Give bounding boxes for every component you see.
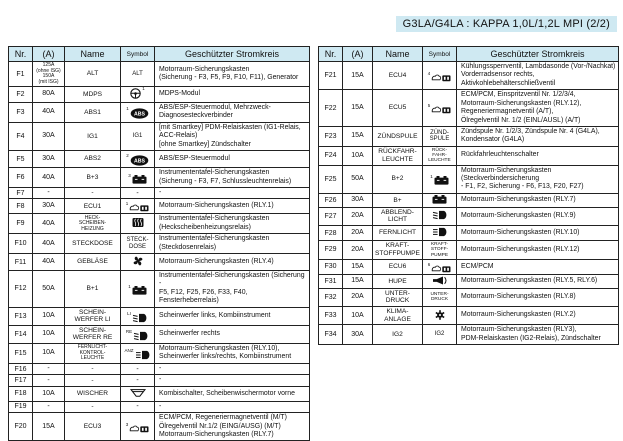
horn-icon xyxy=(432,276,448,285)
amp-rating: 30A xyxy=(33,122,65,150)
protected-circuit: ABS/ESP-Steuermodul, Mehrzweck- Diagnosesteckverbinder xyxy=(155,103,310,123)
battery-icon xyxy=(434,176,449,185)
fuse-row-f6 xyxy=(9,168,310,188)
svg-text:ABS: ABS xyxy=(133,158,145,165)
fuse-row-f3 xyxy=(9,103,310,123)
amp-rating: 20A xyxy=(343,288,373,306)
fuse-symbol xyxy=(121,325,155,343)
protected-circuit: - xyxy=(155,363,310,374)
footnote-marker: 5 xyxy=(427,103,431,109)
fuse-name: WISCHER xyxy=(65,386,121,401)
fuse-number: F14 xyxy=(9,325,33,343)
fuse-row-f23 xyxy=(319,126,619,146)
fuse-number: F18 xyxy=(9,386,33,401)
fuse-row-f21 xyxy=(319,62,619,90)
ecu-icon xyxy=(431,264,451,273)
battery-icon xyxy=(132,286,147,295)
protected-circuit: ECM/PCM, Regeneriermagnetventil (M/T) Ölregelventil Nr.1/2 (EING/AUSG) (M/T) Motorraum-Sicherungskasten (RLY.7) xyxy=(155,413,310,441)
fuse-row-f13 xyxy=(9,307,310,325)
fuse-row-f1 xyxy=(9,62,310,87)
fuse-name: RÜCKFAHR- LEUCHTE xyxy=(373,146,423,165)
fuse-symbol xyxy=(121,271,155,308)
fuse-number: F9 xyxy=(9,214,33,234)
battery-icon xyxy=(132,175,147,184)
footnote-marker: LI xyxy=(127,310,131,316)
fuse-symbol: STECK- DOSE xyxy=(121,234,155,254)
amp-rating: 50A xyxy=(33,271,65,308)
fuse-number: F13 xyxy=(9,307,33,325)
protected-circuit: Kombischalter, Scheibenwischermotor vorne xyxy=(155,386,310,401)
protected-circuit: Instrumententafel-Sicherungskasten (Heckscheibenheizungsrelais) xyxy=(155,214,310,234)
ecu-icon xyxy=(431,105,451,114)
page-title: G3LA/G4LA : KAPPA 1,0L/1,2L MPI (2/2) xyxy=(396,16,617,32)
fuse-number: F4 xyxy=(9,122,33,150)
amp-rating: 15A xyxy=(343,126,373,146)
amp-rating: 30A xyxy=(343,193,373,207)
fuse-symbol xyxy=(121,151,155,168)
protected-circuit: Rückfahrleuchtenschalter xyxy=(457,146,619,165)
headlight-low-beam-icon xyxy=(133,331,149,341)
footnote-marker: 3 xyxy=(128,172,131,178)
fuse-name: - xyxy=(65,187,121,198)
amp-rating: 80A xyxy=(33,87,65,103)
footnote-marker: ANZ xyxy=(124,347,134,353)
fuse-name: GEBLÄSE xyxy=(65,254,121,271)
protected-circuit: Scheinwerfer links, Kombiinstrument xyxy=(155,307,310,325)
fuse-row-f14 xyxy=(9,325,310,343)
fuse-number: F11 xyxy=(9,254,33,271)
fuse-row-f15 xyxy=(9,344,310,364)
column-header-nr: Nr. xyxy=(9,47,33,62)
fuse-table-right xyxy=(318,46,618,345)
fuse-row-f33 xyxy=(319,306,619,324)
fuse-symbol xyxy=(121,199,155,214)
fuse-symbol xyxy=(423,226,457,241)
fuse-number: F8 xyxy=(9,199,33,214)
fuse-symbol: - xyxy=(121,363,155,374)
fuse-symbol: - xyxy=(121,187,155,198)
protected-circuit: Motorraum-Sicherungskasten (RLY.10) xyxy=(457,226,619,241)
protected-circuit: Zündspule Nr. 1/2/3, Zündspule Nr. 4 (G4LA), Kondensator (G4LA) xyxy=(457,126,619,146)
fuse-number: F22 xyxy=(319,90,343,127)
fuse-number: F30 xyxy=(319,259,343,274)
amp-rating: 20A xyxy=(343,207,373,225)
fuse-number: F28 xyxy=(319,226,343,241)
fuse-number: F17 xyxy=(9,375,33,386)
fuse-symbol xyxy=(121,254,155,271)
fuse-symbol xyxy=(423,207,457,225)
amp-rating: 15A xyxy=(343,62,373,90)
fuse-symbol xyxy=(121,386,155,401)
fuse-symbol: UNTER- DRUCK xyxy=(423,288,457,306)
protected-circuit: Instrumententafel-Sicherungskasten (Sicherung - F3, F7, Schlussleuchtenrelais) xyxy=(155,168,310,188)
fuse-row-f22 xyxy=(319,90,619,127)
protected-circuit: Motorraum-Sicherungskasten (Sicherung - F3, F5, F9, F10, F11), Generator xyxy=(155,62,310,87)
footnote-marker: 1 xyxy=(125,201,129,207)
amp-rating: 15A xyxy=(33,413,65,441)
footnote-marker: 2 xyxy=(126,153,129,159)
amp-rating: - xyxy=(33,187,65,198)
fuse-name: KRAFT- STOFFPUMPE xyxy=(373,241,423,260)
fuse-name: ABS2 xyxy=(65,151,121,168)
ecu-icon xyxy=(431,73,451,82)
column-header-a: (A) xyxy=(33,47,65,62)
fuse-number: F19 xyxy=(9,401,33,412)
fuse-name: - xyxy=(65,401,121,412)
fuse-name: B+3 xyxy=(65,168,121,188)
fuse-name: HECK- SCHEIBEN- HEIZUNG xyxy=(65,214,121,234)
amp-rating: 30A xyxy=(33,151,65,168)
fuse-row-f31 xyxy=(319,274,619,288)
protected-circuit: Instrumententafel-Sicherungskasten (Steckdosenrelais) xyxy=(155,234,310,254)
protected-circuit: - xyxy=(155,401,310,412)
fuse-row-f19 xyxy=(9,401,310,412)
fuse-name: - xyxy=(65,375,121,386)
fuse-number: F24 xyxy=(319,146,343,165)
fuse-row-f30 xyxy=(319,259,619,274)
fuse-name: ZÜNDSPULE xyxy=(373,126,423,146)
fuse-symbol xyxy=(423,259,457,274)
amp-rating: 10A xyxy=(343,146,373,165)
fuse-name: FERNLICHT xyxy=(373,226,423,241)
fuse-symbol: RÜCK- FAHR- LEUCHTE xyxy=(423,146,457,165)
protected-circuit: - xyxy=(155,375,310,386)
amp-rating: 30A xyxy=(343,325,373,345)
fuse-number: F27 xyxy=(319,207,343,225)
fuse-number: F1 xyxy=(9,62,33,87)
fuse-row-f34 xyxy=(319,325,619,345)
fuse-name: ECU3 xyxy=(65,413,121,441)
abs-icon xyxy=(130,155,149,166)
fuse-row-f29 xyxy=(319,241,619,260)
fuse-name: B+ xyxy=(373,193,423,207)
fuse-name: IG2 xyxy=(373,325,423,345)
fuse-name: B+2 xyxy=(373,165,423,193)
fuse-symbol xyxy=(423,306,457,324)
fuse-row-f20 xyxy=(9,413,310,441)
fuse-symbol xyxy=(423,274,457,288)
fuse-name: ECU5 xyxy=(373,90,423,127)
fan-icon xyxy=(132,255,144,267)
fuse-name: KLIMA- ANLAGE xyxy=(373,306,423,324)
column-header-symbol: Symbol xyxy=(121,47,155,62)
amp-rating: 10A xyxy=(33,307,65,325)
footnote-marker: 1 xyxy=(128,283,131,289)
fuse-name: ABBLEND- LICHT xyxy=(373,207,423,225)
protected-circuit: Motorraum-Sicherungskasten (RLY.2) xyxy=(457,306,619,324)
amp-rating: 30A xyxy=(33,199,65,214)
fuse-symbol: IG2 xyxy=(423,325,457,345)
amp-rating: 20A xyxy=(343,226,373,241)
fuse-row-f8 xyxy=(9,199,310,214)
fuse-table-left xyxy=(8,46,309,441)
amp-rating: 15A xyxy=(343,274,373,288)
fuse-name: ECU6 xyxy=(373,259,423,274)
protected-circuit: Motorraum-Sicherungskasten (RLY.8) xyxy=(457,288,619,306)
fuse-name: B+1 xyxy=(65,271,121,308)
fuse-name: SCHEIN- WERFER LI xyxy=(65,307,121,325)
column-header-geschtzterstromkreis: Geschützter Stromkreis xyxy=(457,47,619,62)
svg-text:ABS: ABS xyxy=(133,111,145,118)
protected-circuit: Scheinwerfer rechts xyxy=(155,325,310,343)
fuse-name: SCHEIN- WERFER RE xyxy=(65,325,121,343)
fuse-number: F26 xyxy=(319,193,343,207)
fuse-row-f5 xyxy=(9,151,310,168)
fuse-symbol xyxy=(121,87,155,103)
amp-rating: - xyxy=(33,363,65,374)
fuse-number: F31 xyxy=(319,274,343,288)
fuse-number: F21 xyxy=(319,62,343,90)
protected-circuit: Motorraum-Sicherungskasten (RLY.12) xyxy=(457,241,619,260)
headlight-low-beam-icon xyxy=(132,313,148,323)
fuse-number: F20 xyxy=(9,413,33,441)
amp-rating: - xyxy=(33,375,65,386)
fuse-row-f9 xyxy=(9,214,310,234)
fuse-symbol: - xyxy=(121,401,155,412)
fuse-number: F32 xyxy=(319,288,343,306)
protected-circuit: Instrumententafel-Sicherungskasten (Sicherung - F5, F12, F25, F26, F33, F40, Fensterheberrelais) xyxy=(155,271,310,308)
fuse-number: F6 xyxy=(9,168,33,188)
headlight-high-beam-icon xyxy=(432,227,448,237)
fuse-number: F2 xyxy=(9,87,33,103)
footnote-marker: 3 xyxy=(125,421,129,427)
abs-icon xyxy=(130,108,149,119)
fuse-number: F10 xyxy=(9,234,33,254)
footnote-marker: 4 xyxy=(427,70,431,76)
protected-circuit: - xyxy=(155,187,310,198)
amp-rating: 40A xyxy=(33,214,65,234)
fuse-number: F29 xyxy=(319,241,343,260)
fuse-row-f24 xyxy=(319,146,619,165)
protected-circuit: ABS/ESP-Steuermodul xyxy=(155,151,310,168)
fuse-name: MDPS xyxy=(65,87,121,103)
ac-compressor-icon xyxy=(435,310,445,320)
fuse-symbol xyxy=(121,344,155,364)
fuse-symbol xyxy=(121,307,155,325)
footnote-marker: 6 xyxy=(427,261,431,267)
fuse-symbol: ZÜND- SPULE xyxy=(423,126,457,146)
fuse-symbol xyxy=(121,168,155,188)
fuse-row-f2 xyxy=(9,87,310,103)
protected-circuit: Motorraum-Sicherungskasten (RLY3), PDM-Relaiskasten (IG2-Relais), Zündschalter xyxy=(457,325,619,345)
fuse-symbol: IG1 xyxy=(121,122,155,150)
amp-rating: 10A xyxy=(33,344,65,364)
ecu-icon xyxy=(129,203,149,212)
fuse-symbol xyxy=(423,193,457,207)
fuse-symbol: ALT xyxy=(121,62,155,87)
fuse-name: IG1 xyxy=(65,122,121,150)
fuse-row-f32 xyxy=(319,288,619,306)
fuse-name: FERNLICHT- KONTROL- LEUCHTE xyxy=(65,344,121,364)
amp-rating: 40A xyxy=(33,168,65,188)
amp-rating: 10A xyxy=(33,386,65,401)
fuse-name: STECKDOSE xyxy=(65,234,121,254)
footnote-marker: RE xyxy=(125,328,133,334)
fuse-number: F16 xyxy=(9,363,33,374)
fuse-symbol xyxy=(423,165,457,193)
fuse-symbol xyxy=(121,413,155,441)
headlight-low-beam-icon xyxy=(432,210,448,220)
amp-rating: 20A xyxy=(343,241,373,260)
fuse-symbol xyxy=(423,62,457,90)
fuse-symbol: KRAFT- STOFF- PUMPE xyxy=(423,241,457,260)
footnote-marker: 1 xyxy=(430,174,433,180)
amp-rating: 40A xyxy=(33,234,65,254)
fuse-name: ECU4 xyxy=(373,62,423,90)
fuse-number: F34 xyxy=(319,325,343,345)
protected-circuit: Motorraum-Sicherungskasten (RLY.1) xyxy=(155,199,310,214)
fuse-row-f7 xyxy=(9,187,310,198)
amp-rating: 40A xyxy=(33,103,65,123)
fuse-row-f25 xyxy=(319,165,619,193)
wiper-icon xyxy=(130,388,146,398)
fuse-symbol: - xyxy=(121,375,155,386)
steering-wheel-icon xyxy=(130,88,141,99)
fuse-number: F7 xyxy=(9,187,33,198)
amp-rating: 10A xyxy=(33,325,65,343)
fuse-number: F15 xyxy=(9,344,33,364)
footnote-marker: 1 xyxy=(126,106,129,112)
protected-circuit: Kühlungssperrventil, Lambdasonde (Vor-/Nachkat) Vorderradsensor rechts, Aktivkohlebehälterschließventil xyxy=(457,62,619,90)
protected-circuit: Motorraum-Sicherungskasten (RLY.10), Scheinwerfer links/rechts, Kombiinstrument xyxy=(155,344,310,364)
fuse-row-f17 xyxy=(9,375,310,386)
protected-circuit: [mit Smartkey] PDM-Relaiskasten (IG1-Relais, ACC-Relais) [ohne Smartkey] Zündschalter xyxy=(155,122,310,150)
protected-circuit: Motorraum-Sicherungskasten (RLY.7) xyxy=(457,193,619,207)
amp-rating: 50A xyxy=(343,165,373,193)
column-header-name: Name xyxy=(373,47,423,62)
fuse-number: F33 xyxy=(319,306,343,324)
headlight-high-beam-icon xyxy=(135,350,151,360)
column-header-nr: Nr. xyxy=(319,47,343,62)
fuse-name: HUPE xyxy=(373,274,423,288)
amp-rating: - xyxy=(33,401,65,412)
ecu-icon xyxy=(129,424,149,433)
fuse-name: ALT xyxy=(65,62,121,87)
protected-circuit: ECM/PCM xyxy=(457,259,619,274)
fuse-symbol xyxy=(423,90,457,127)
fuse-row-f10 xyxy=(9,234,310,254)
fuse-symbol xyxy=(121,214,155,234)
protected-circuit: MDPS-Modul xyxy=(155,87,310,103)
amp-rating: 125A (ohne ISG) 150A (mit ISG) xyxy=(33,62,65,87)
protected-circuit: Motorraum-Sicherungskasten (Steckverbindersicherung - F1, F2, Sicherung - F6, F13, F20, F27) xyxy=(457,165,619,193)
fuse-name: ABS1 xyxy=(65,103,121,123)
fuse-number: F23 xyxy=(319,126,343,146)
fuse-row-f12 xyxy=(9,271,310,308)
amp-rating: 40A xyxy=(33,254,65,271)
protected-circuit: Motorraum-Sicherungskasten (RLY.9) xyxy=(457,207,619,225)
fuse-number: F3 xyxy=(9,103,33,123)
rear-defroster-icon xyxy=(132,217,144,228)
fuse-row-f4 xyxy=(9,122,310,150)
footnote-marker: 1 xyxy=(142,86,145,91)
column-header-name: Name xyxy=(65,47,121,62)
fuse-row-f11 xyxy=(9,254,310,271)
protected-circuit: ECM/PCM, Einspritzventil Nr. 1/2/3/4, Motorraum-Sicherungskasten (RLY.12), Regeneriermagnetventil (A/T), Ölregelventil Nr. 1/2 (EINL/AUSL) (A/T) xyxy=(457,90,619,127)
fuse-row-f16 xyxy=(9,363,310,374)
column-header-symbol: Symbol xyxy=(423,47,457,62)
amp-rating: 10A xyxy=(343,306,373,324)
protected-circuit: Motorraum-Sicherungskasten (RLY.5, RLY.6) xyxy=(457,274,619,288)
protected-circuit: Motorraum-Sicherungskasten (RLY.4) xyxy=(155,254,310,271)
fuse-name: - xyxy=(65,363,121,374)
column-header-geschtzterstromkreis: Geschützter Stromkreis xyxy=(155,47,310,62)
amp-rating: 15A xyxy=(343,90,373,127)
fuse-number: F5 xyxy=(9,151,33,168)
fuse-row-f28 xyxy=(319,226,619,241)
fuse-row-f27 xyxy=(319,207,619,225)
column-header-a: (A) xyxy=(343,47,373,62)
fuse-symbol xyxy=(121,103,155,123)
fuse-number: F12 xyxy=(9,271,33,308)
fuse-row-f26 xyxy=(319,193,619,207)
fuse-row-f18 xyxy=(9,386,310,401)
battery-icon xyxy=(432,195,447,204)
fuse-number: F25 xyxy=(319,165,343,193)
fuse-name: ECU1 xyxy=(65,199,121,214)
amp-rating: 15A xyxy=(343,259,373,274)
fuse-name: UNTER- DRUCK xyxy=(373,288,423,306)
